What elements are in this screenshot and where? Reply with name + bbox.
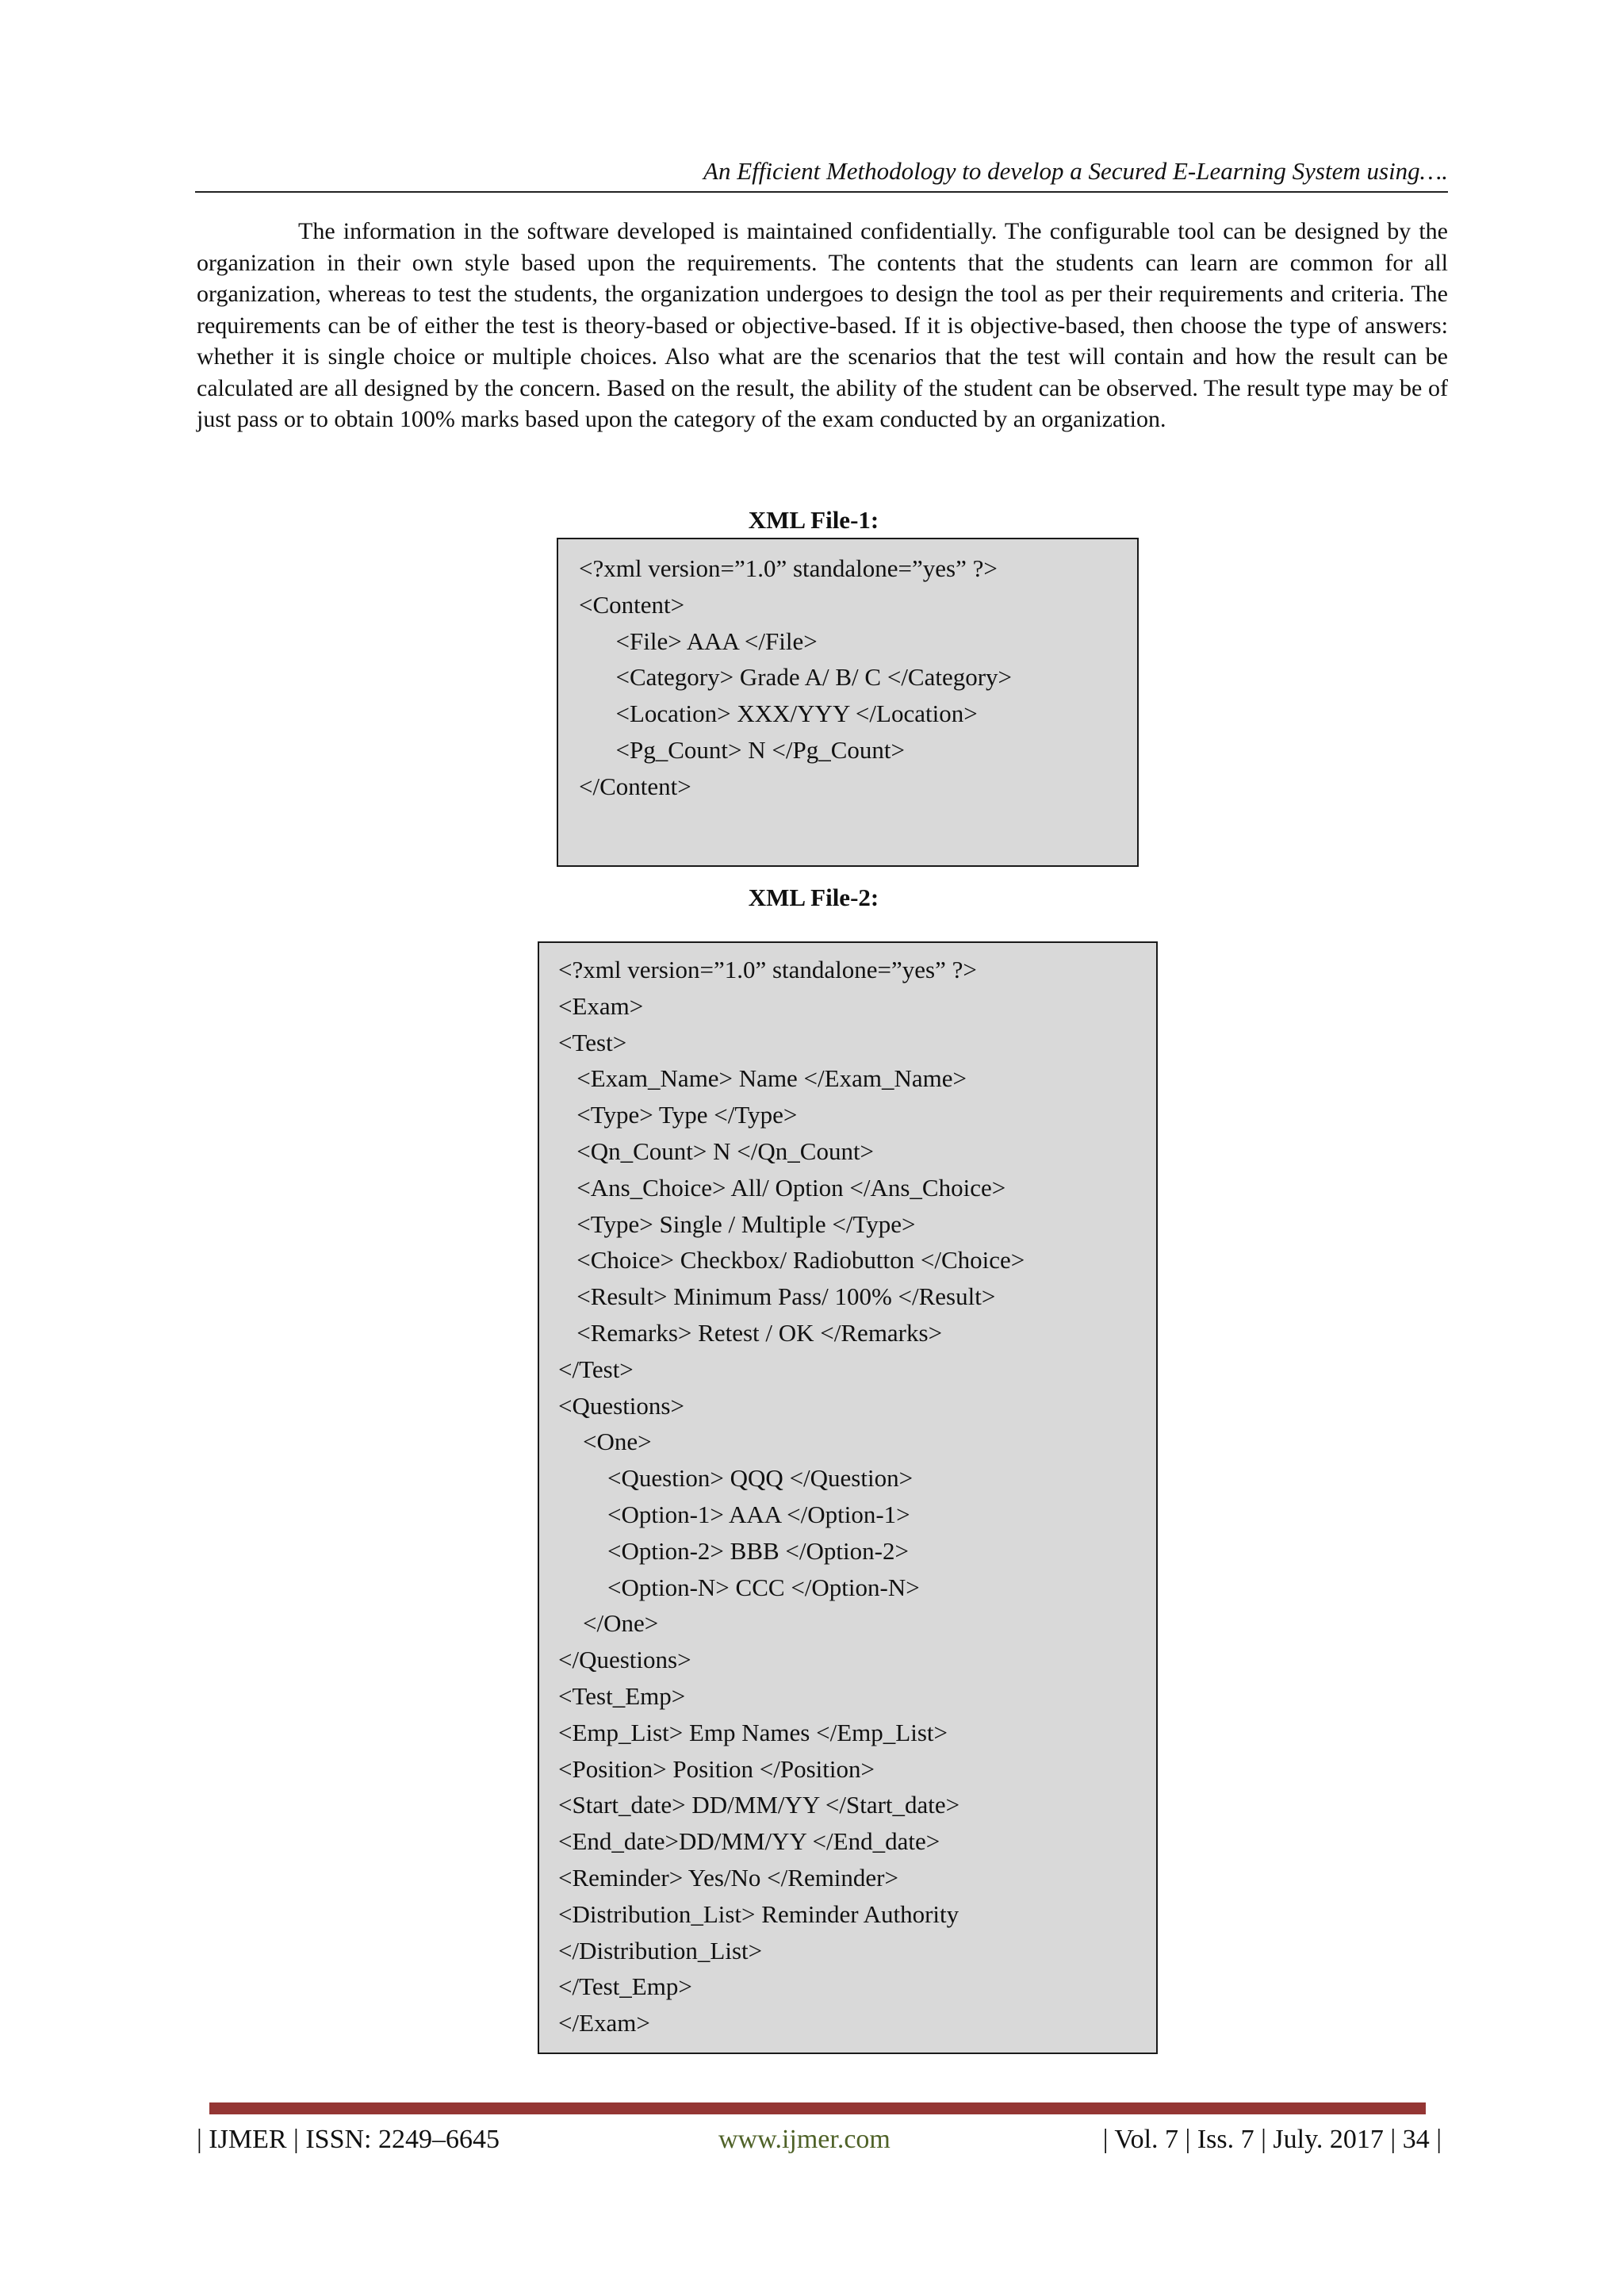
xml-file-2-code-box: <?xml version=”1.0” standalone=”yes” ?> <Exam> <Test> <Exam_Name> Name </Exam_Name> <Type> Type </Type> <Qn_Count> N </Qn_Count> <Ans_Choice> All/ Option </Ans_Choice> <Type> Single / Multiple </Type> <Choice> Checkbox/ Radiobutton </Choice> <Result> Minimum Pass/ 100% </Result> <Remarks> Retest / OK </Remarks> </Test> <Questions> <One> <Question> QQQ </Question> <Option-1> AAA </Option-1> <Option-2> BBB </Option-2> <Option-N> CCC </Option-N> </One> </Questions> <Test_Emp> <Emp_List> Emp Names </Emp_List> <Position> Position </Position> <Start_date> DD/MM/YY </Start_date> <End_date>DD/MM/YY </End_date> <Reminder> Yes/No </Reminder> <Distribution_List> Reminder Authority </Distribution_List> </Test_Emp> </Exam>: [538, 941, 1158, 2054]
xml-file-1-caption: XML File-1:: [748, 506, 879, 534]
header-rule: [195, 191, 1448, 193]
footer-website-link[interactable]: www.ijmer.com: [718, 2125, 891, 2154]
footer-rule: [209, 2102, 1426, 2114]
footer-issue-info: | Vol. 7 | Iss. 7 | July. 2017 | 34 |: [1102, 2125, 1442, 2154]
running-title: An Efficient Methodology to develop a Secured E-Learning System using….: [703, 157, 1448, 185]
xml-file-2-caption: XML File-2:: [748, 884, 879, 911]
xml-file-1-code-box: <?xml version=”1.0” standalone=”yes” ?> <Content> <File> AAA </File> <Category> Grade A/ B/ C </Category> <Location> XXX/YYY </Location> <Pg_Count> N </Pg_Count> </Content>: [557, 538, 1139, 867]
footer-journal-info: | IJMER | ISSN: 2249–6645: [197, 2125, 500, 2154]
body-paragraph: The information in the software developed is maintained confidentially. The configurable tool can be designed by the organization in their own style based upon the requirements. The contents that the students can learn are common for all organization, whereas to test the students, the organization undergoes to design the tool as per their requirements and criteria. The requirements can be of either the test is theory-based or objective-based. If it is objective-based, then choose the type of answers: whether it is single choice or multiple choices. Also what are the scenarios that the test will contain and how the result can be calculated are all designed by the concern. Based on the result, the ability of the student can be observed. The result type may be of just pass or to obtain 100% marks based upon the category of the exam conducted by an organization.: [197, 218, 1448, 432]
